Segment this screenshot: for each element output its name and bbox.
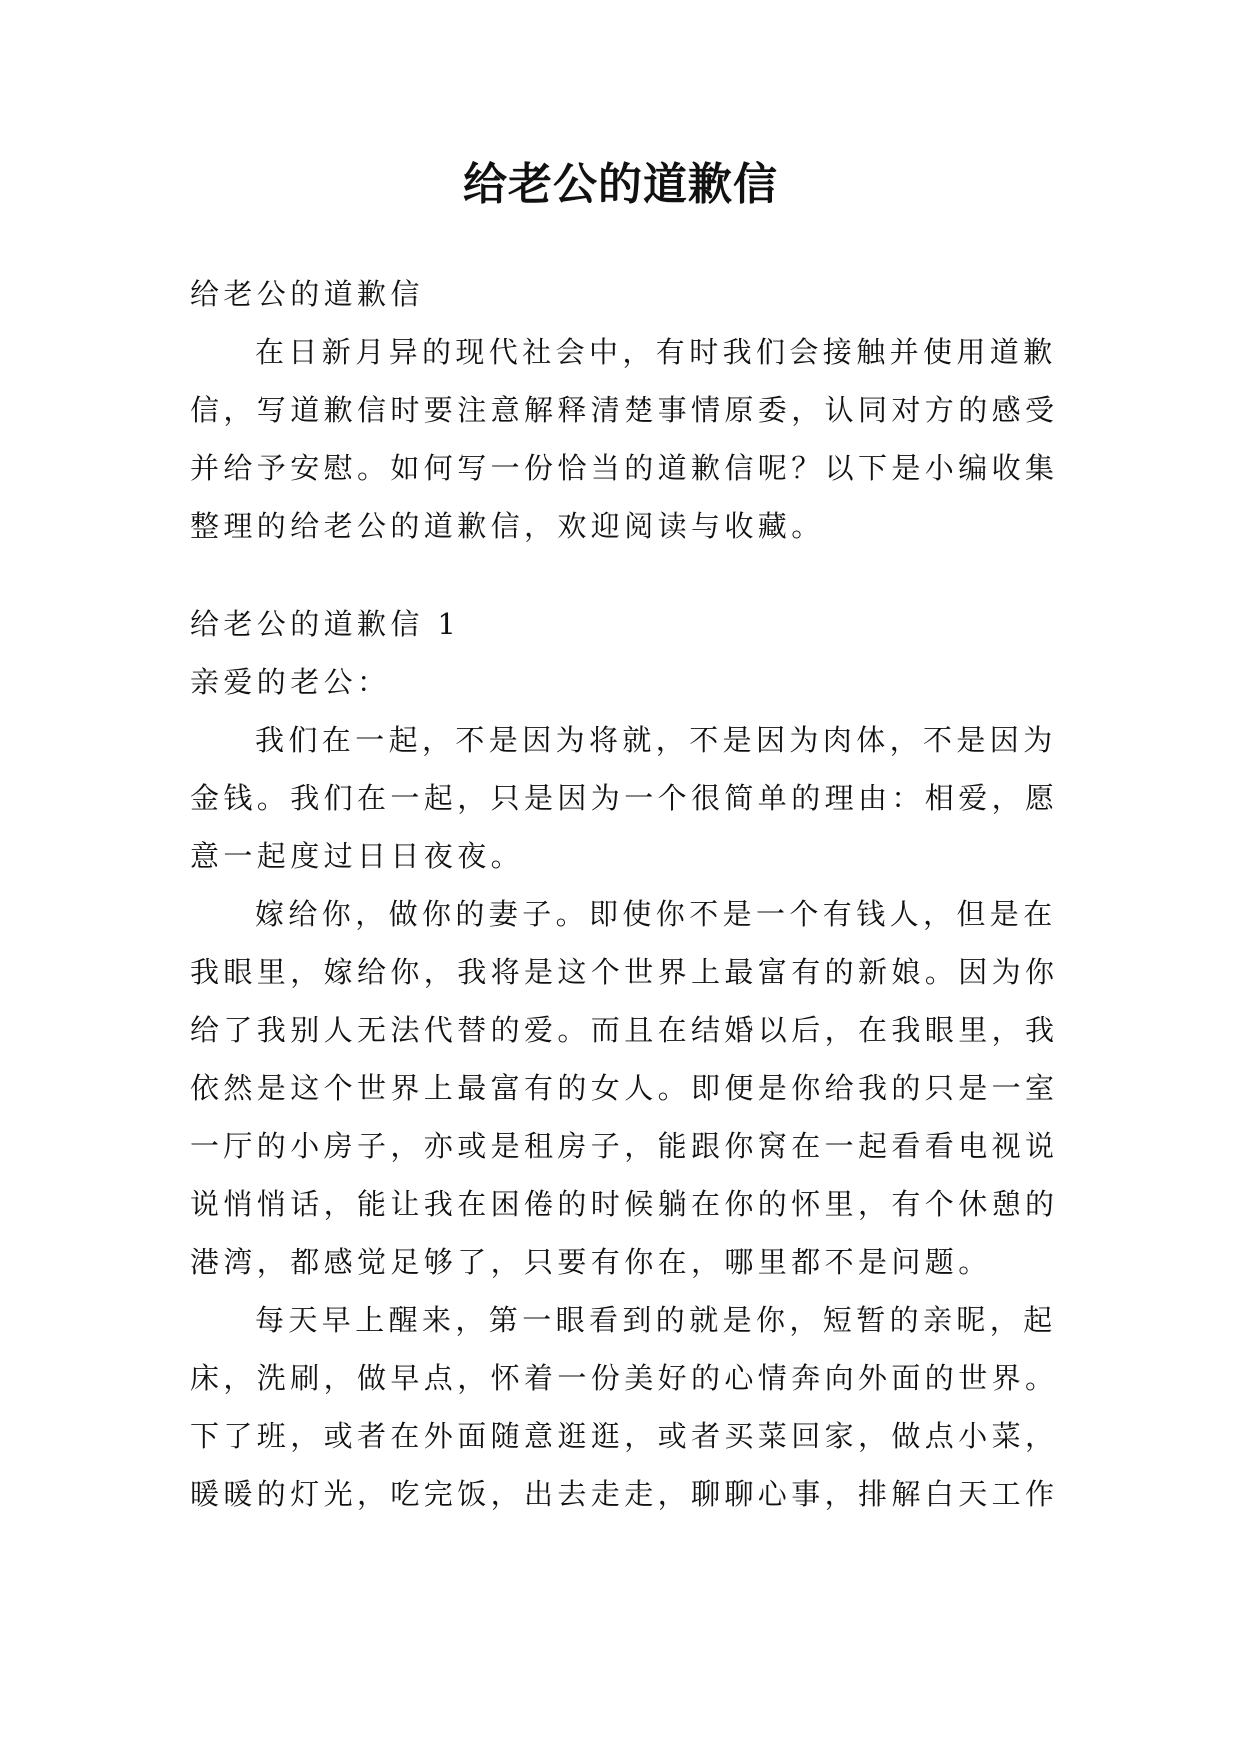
paragraph1-line-1: 我们在一起，不是因为将就，不是因为肉体，不是因为	[255, 723, 1057, 757]
intro-line-3: 并给予安慰。如何写一份恰当的道歉信呢？以下是小编收集	[190, 451, 1059, 485]
paragraph3-line-4: 暖暖的灯光，吃完饭，出去走走，聊聊心事，排解白天工作	[190, 1477, 1059, 1511]
paragraph1-line-2: 金钱。我们在一起，只是因为一个很简单的理由：相爱，愿	[190, 781, 1059, 815]
document-title: 给老公的道歉信	[463, 159, 778, 210]
intro-line-4: 整理的给老公的道歉信，欢迎阅读与收藏。	[190, 509, 825, 543]
paragraph2-line-2: 我眼里，嫁给你，我将是这个世界上最富有的新娘。因为你	[190, 955, 1059, 989]
section-heading: 给老公的道歉信 1	[190, 607, 461, 641]
paragraph3-line-2: 床，洗刷，做早点，怀着一份美好的心情奔向外面的世界。	[190, 1361, 1059, 1395]
salutation: 亲爱的老公：	[190, 665, 391, 699]
paragraph2-line-3: 给了我别人无法代替的爱。而且在结婚以后，在我眼里，我	[190, 1013, 1059, 1047]
paragraph1-line-3: 意一起度过日日夜夜。	[190, 839, 525, 873]
paragraph2-line-5: 一厅的小房子，亦或是租房子，能跟你窝在一起看看电视说	[190, 1129, 1059, 1163]
intro-line-2: 信，写道歉信时要注意解释清楚事情原委，认同对方的感受	[190, 393, 1059, 427]
paragraph2-line-1: 嫁给你，做你的妻子。即使你不是一个有钱人，但是在	[255, 897, 1057, 931]
intro-line-1: 在日新月异的现代社会中，有时我们会接触并使用道歉	[255, 335, 1057, 369]
document-subtitle: 给老公的道歉信	[190, 277, 424, 311]
paragraph2-line-4: 依然是这个世界上最富有的女人。即便是你给我的只是一室	[190, 1071, 1059, 1105]
paragraph2-line-7: 港湾，都感觉足够了，只要有你在，哪里都不是问题。	[190, 1245, 992, 1279]
paragraph2-line-6: 说悄悄话，能让我在困倦的时候躺在你的怀里，有个休憩的	[190, 1187, 1059, 1221]
paragraph3-line-3: 下了班，或者在外面随意逛逛，或者买菜回家，做点小菜，	[190, 1419, 1059, 1453]
paragraph3-line-1: 每天早上醒来，第一眼看到的就是你，短暂的亲昵，起	[255, 1303, 1057, 1337]
